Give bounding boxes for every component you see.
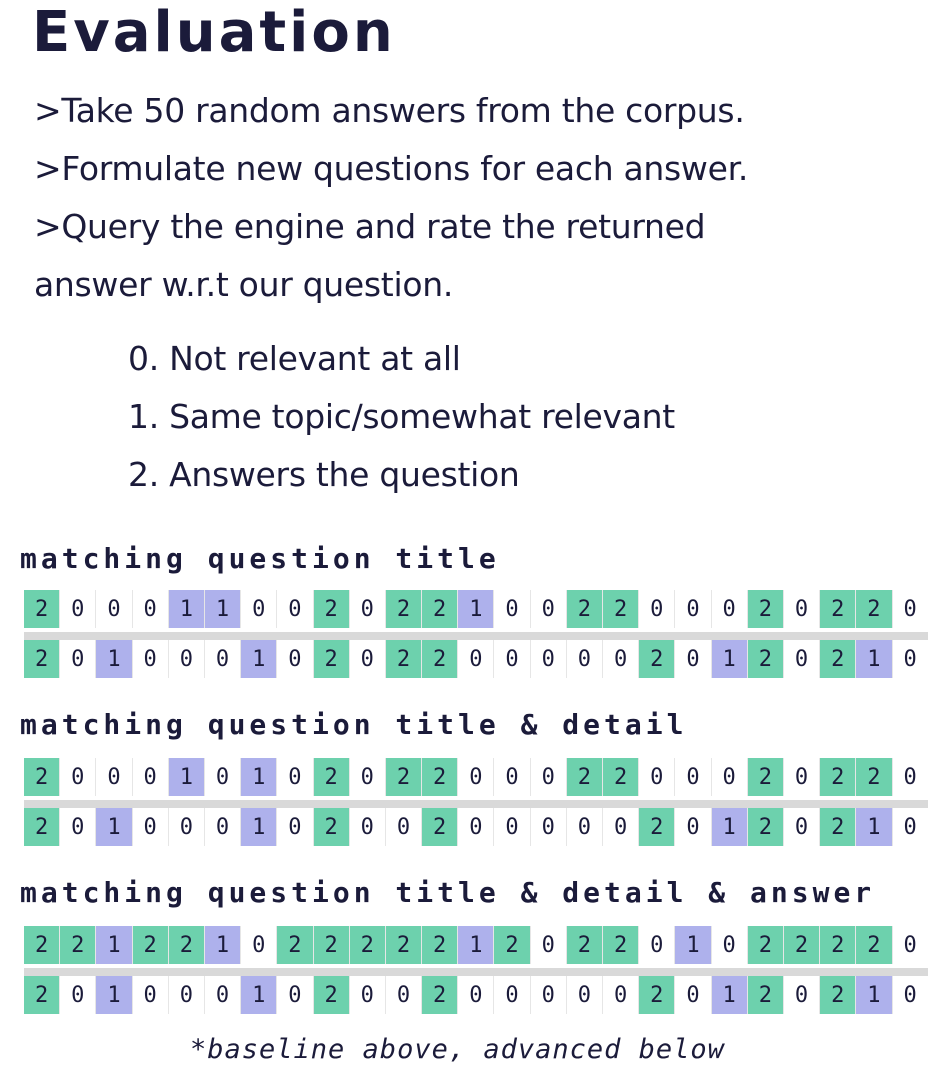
score-cell: 2: [386, 926, 422, 964]
score-cell: 2: [820, 976, 856, 1014]
score-cell: 0: [639, 758, 675, 796]
score-cell: 2: [603, 758, 639, 796]
score-cell: 2: [24, 808, 60, 846]
score-cell: 0: [531, 808, 567, 846]
score-cell: 2: [567, 590, 603, 628]
score-cell: 0: [675, 808, 711, 846]
score-cell: 1: [856, 976, 892, 1014]
score-cell: 1: [241, 758, 277, 796]
section-heading: matching question title: [20, 542, 500, 575]
score-cell: 0: [241, 926, 277, 964]
score-cell: 0: [893, 590, 928, 628]
score-cell: 2: [856, 926, 892, 964]
score-grid: [24, 758, 928, 854]
score-cell: 0: [712, 926, 748, 964]
score-cell: 2: [277, 926, 313, 964]
step-line: >Formulate new questions for each answer.: [34, 149, 749, 188]
score-cell: 0: [639, 590, 675, 628]
score-cell: 0: [893, 758, 928, 796]
score-cell: 2: [24, 926, 60, 964]
advanced-row: [24, 808, 928, 846]
score-cell: 0: [784, 590, 820, 628]
score-cell: 2: [24, 976, 60, 1014]
score-cell: 2: [856, 758, 892, 796]
score-cell: 0: [350, 590, 386, 628]
baseline-row: [24, 926, 928, 964]
rating-scale: [128, 330, 675, 504]
score-cell: 1: [856, 808, 892, 846]
score-cell: 2: [133, 926, 169, 964]
method-steps: [34, 82, 748, 314]
score-cell: 2: [24, 640, 60, 678]
score-cell: 0: [675, 976, 711, 1014]
score-cell: 0: [494, 590, 530, 628]
score-cell: 2: [422, 976, 458, 1014]
score-cell: 1: [712, 976, 748, 1014]
score-cell: 0: [784, 808, 820, 846]
advanced-row: [24, 640, 928, 678]
score-grid: [24, 926, 928, 1022]
score-cell: 0: [784, 640, 820, 678]
rating-scale-item: 0. Not relevant at all: [128, 339, 461, 378]
score-cell: 0: [133, 976, 169, 1014]
score-cell: 2: [386, 758, 422, 796]
score-cell: 0: [169, 808, 205, 846]
score-cell: 1: [205, 926, 241, 964]
score-cell: 0: [169, 976, 205, 1014]
score-cell: 0: [603, 976, 639, 1014]
score-cell: 1: [458, 926, 494, 964]
score-cell: 0: [96, 590, 132, 628]
score-cell: 2: [567, 758, 603, 796]
score-cell: 0: [350, 758, 386, 796]
step-line: >Take 50 random answers from the corpus.: [34, 91, 745, 130]
score-cell: 0: [675, 758, 711, 796]
score-cell: 2: [820, 926, 856, 964]
score-cell: 2: [820, 808, 856, 846]
score-cell: 0: [784, 758, 820, 796]
score-cell: 2: [748, 640, 784, 678]
score-cell: 0: [675, 590, 711, 628]
score-cell: 0: [712, 590, 748, 628]
score-cell: 0: [205, 808, 241, 846]
score-cell: 2: [603, 926, 639, 964]
score-cell: 2: [24, 758, 60, 796]
score-cell: 0: [133, 640, 169, 678]
score-cell: 2: [386, 640, 422, 678]
score-cell: 0: [458, 758, 494, 796]
score-cell: 1: [856, 640, 892, 678]
score-cell: 0: [494, 640, 530, 678]
score-cell: 0: [494, 758, 530, 796]
score-cell: 2: [60, 926, 96, 964]
score-cell: 0: [675, 640, 711, 678]
score-cell: 0: [277, 758, 313, 796]
score-cell: 0: [494, 976, 530, 1014]
score-cell: 0: [784, 976, 820, 1014]
score-cell: 0: [60, 976, 96, 1014]
score-cell: 2: [567, 926, 603, 964]
score-cell: 0: [205, 758, 241, 796]
score-cell: 0: [60, 590, 96, 628]
score-cell: 0: [96, 758, 132, 796]
score-cell: 1: [241, 808, 277, 846]
score-cell: 0: [531, 640, 567, 678]
score-cell: 0: [277, 590, 313, 628]
score-cell: 2: [314, 590, 350, 628]
step-line: >Query the engine and rate the returned: [34, 207, 706, 246]
score-cell: 2: [748, 976, 784, 1014]
score-cell: 0: [893, 640, 928, 678]
score-cell: 0: [277, 976, 313, 1014]
score-cell: 0: [531, 758, 567, 796]
score-cell: 0: [458, 976, 494, 1014]
score-cell: 0: [60, 758, 96, 796]
footnote: *baseline above, advanced below: [190, 1034, 725, 1065]
score-cell: 2: [422, 926, 458, 964]
score-cell: 1: [675, 926, 711, 964]
baseline-row: [24, 590, 928, 628]
score-cell: 2: [314, 758, 350, 796]
score-cell: 2: [603, 590, 639, 628]
score-cell: 0: [277, 808, 313, 846]
score-cell: 0: [133, 758, 169, 796]
score-cell: 0: [567, 640, 603, 678]
score-cell: 2: [784, 926, 820, 964]
score-cell: 1: [205, 590, 241, 628]
score-cell: 0: [531, 926, 567, 964]
score-cell: 2: [314, 976, 350, 1014]
score-cell: 2: [314, 640, 350, 678]
score-cell: 0: [133, 808, 169, 846]
score-cell: 2: [314, 808, 350, 846]
score-cell: 0: [639, 926, 675, 964]
score-grid: [24, 590, 928, 686]
score-cell: 0: [458, 808, 494, 846]
score-cell: 0: [277, 640, 313, 678]
score-cell: 0: [531, 976, 567, 1014]
score-cell: 0: [603, 808, 639, 846]
score-cell: 1: [241, 976, 277, 1014]
score-cell: 2: [748, 926, 784, 964]
score-cell: 2: [314, 926, 350, 964]
row-separator: [24, 800, 928, 808]
score-cell: 2: [748, 590, 784, 628]
score-cell: 1: [96, 808, 132, 846]
score-cell: 0: [494, 808, 530, 846]
advanced-row: [24, 976, 928, 1014]
score-cell: 1: [169, 590, 205, 628]
score-cell: 1: [712, 640, 748, 678]
score-cell: 0: [133, 590, 169, 628]
score-cell: 1: [712, 808, 748, 846]
score-cell: 2: [169, 926, 205, 964]
score-cell: 1: [96, 976, 132, 1014]
rating-scale-item: 1. Same topic/somewhat relevant: [128, 397, 675, 436]
score-cell: 2: [494, 926, 530, 964]
score-cell: 0: [893, 808, 928, 846]
score-cell: 0: [241, 590, 277, 628]
score-cell: 2: [422, 590, 458, 628]
score-cell: 2: [856, 590, 892, 628]
score-cell: 0: [893, 976, 928, 1014]
score-cell: 0: [205, 976, 241, 1014]
score-cell: 0: [60, 808, 96, 846]
score-cell: 0: [350, 808, 386, 846]
score-cell: 1: [96, 926, 132, 964]
score-cell: 0: [603, 640, 639, 678]
row-separator: [24, 632, 928, 640]
rating-scale-item: 2. Answers the question: [128, 455, 520, 494]
score-cell: 2: [422, 758, 458, 796]
score-cell: 2: [639, 808, 675, 846]
score-cell: 2: [350, 926, 386, 964]
baseline-row: [24, 758, 928, 796]
score-cell: 0: [60, 640, 96, 678]
score-cell: 2: [748, 808, 784, 846]
score-cell: 2: [820, 590, 856, 628]
score-cell: 0: [567, 808, 603, 846]
score-cell: 2: [820, 640, 856, 678]
score-cell: 1: [169, 758, 205, 796]
score-cell: 0: [712, 758, 748, 796]
score-cell: 0: [458, 640, 494, 678]
score-cell: 2: [422, 640, 458, 678]
score-cell: 0: [386, 976, 422, 1014]
score-cell: 1: [458, 590, 494, 628]
score-cell: 1: [241, 640, 277, 678]
score-cell: 0: [567, 976, 603, 1014]
score-cell: 0: [205, 640, 241, 678]
score-cell: 2: [748, 758, 784, 796]
score-cell: 0: [169, 640, 205, 678]
score-cell: 0: [350, 976, 386, 1014]
score-cell: 2: [639, 640, 675, 678]
section-heading: matching question title & detail: [20, 708, 688, 741]
score-cell: 0: [893, 926, 928, 964]
score-cell: 2: [820, 758, 856, 796]
page-title: Evaluation: [32, 0, 396, 65]
score-cell: 1: [96, 640, 132, 678]
score-cell: 2: [422, 808, 458, 846]
section-heading: matching question title & detail & answer: [20, 876, 876, 909]
step-line: answer w.r.t our question.: [34, 265, 454, 304]
score-cell: 0: [350, 640, 386, 678]
score-cell: 2: [386, 590, 422, 628]
row-separator: [24, 968, 928, 976]
score-cell: 0: [386, 808, 422, 846]
score-cell: 0: [531, 590, 567, 628]
score-cell: 2: [639, 976, 675, 1014]
score-cell: 2: [24, 590, 60, 628]
